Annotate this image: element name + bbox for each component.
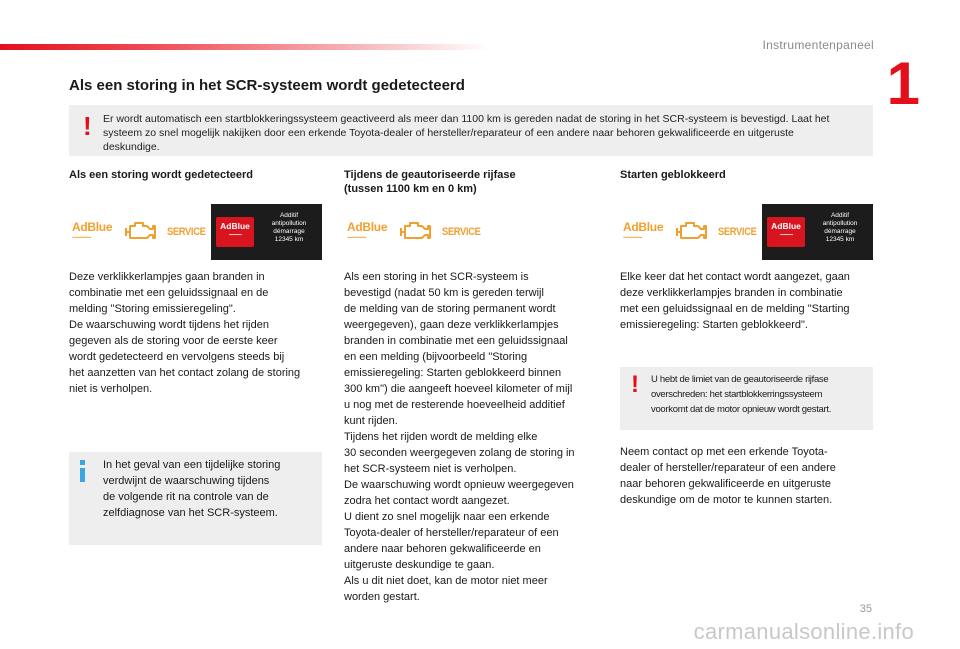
page-title: Als een storing in het SCR-systeem wordt gedetecteerd xyxy=(69,77,465,94)
warning-lamps xyxy=(344,204,606,260)
page-number: 35 xyxy=(859,603,872,615)
service-icon: SERVICE xyxy=(442,226,481,238)
chapter-number: 1 xyxy=(886,50,920,117)
warning-box xyxy=(69,105,873,156)
display-message: Additif antipollution démarrage 12345 km xyxy=(271,212,307,243)
section-name: Instrumentenpaneel xyxy=(762,38,874,52)
adblue-badge: AdBlue ~~~~~ xyxy=(216,217,254,247)
instrument-display xyxy=(762,204,873,260)
warning-lamps xyxy=(620,204,882,260)
engine-icon xyxy=(123,220,159,244)
info-note-box xyxy=(69,452,322,545)
column-authorised-phase xyxy=(344,168,606,605)
header-accent-bar xyxy=(0,44,490,50)
info-icon xyxy=(80,460,85,482)
limit-warning-text: U hebt de limiet van de geautoriseerde rijfase overschreden: het startblokkerringssysteem voorkomt dat de motor opnieuw wordt gestart. xyxy=(651,374,832,415)
adblue-icon: AdBlue ~~~~~ xyxy=(347,220,388,242)
info-note-text: In het geval van een tijdelijke storing verdwijnt de waarschuwing tijdens de volgende rit na controle van de zelfdiagnose van het SCR-systeem. xyxy=(103,459,281,519)
service-icon: SERVICE xyxy=(167,226,206,238)
column-body: Elke keer dat het contact wordt aangezet, gaan deze verklikkerlampjes branden in combinatie met een geluidssignaal en de melding "Starting emissieregeling: Starten geblokkeerd". xyxy=(620,271,850,331)
adblue-icon: AdBlue ~~~~~ xyxy=(623,220,664,242)
warning-icon: ! xyxy=(631,371,639,398)
engine-icon xyxy=(674,220,710,244)
instrument-display xyxy=(211,204,322,260)
warning-text: Er wordt automatisch een startblokkeringssysteem geactiveerd als meer dan 1100 km is gereden nadat de storing in het SCR-systeem is bevestigd. Laat het systeem zo snel mogelijk nakijken door een erkende Toyota-dealer of hersteller/reparateur of een andere naar behoren gekwalificeerde en uitgeruste deskundige. xyxy=(103,113,830,153)
limit-warning-box xyxy=(620,367,873,430)
display-message: Additif antipollution démarrage 12345 km xyxy=(822,212,858,243)
column-body: Deze verklikkerlampjes gaan branden in combinatie met een geluidssignaal en de melding "Storing emissieregeling". De waarschuwing wordt tijdens het rijden gegeven als de storing voor de eerste keer wordt gedetecteerd en vervolgens steeds bij het aanzetten van het contact zolang de storing niet is verholpen. xyxy=(69,271,301,395)
column-start-blocked xyxy=(620,168,882,333)
column-body: Als een storing in het SCR-systeem is bevestigd (nadat 50 km is gereden terwijl de melding van de storing permanent wordt weergegeven), gaan deze verklikkerlampjes branden in combinatie met een geluidssignaal en een melding (bijvoorbeeld "Storing emissieregeling: Starten geblokkeerd binnen 300 km") die aangeeft hoeveel kilometer of mijl u nog met de resterende hoeveelheid additief kunt rijden. Tijdens het rijden wordt de melding elke 30 seconden weergegeven zolang de storing in het SCR-systeem niet is verholpen. De waarschuwing wordt opnieuw weergegeven zodra het contact wordt aangezet. U dient zo snel mogelijk naar een erkende Toyota-dealer of hersteller/reparateur of een andere naar behoren gekwalificeerde en uitgeruste deskundige te gaan. Als u dit niet doet, kan de motor niet meer worden gestart. xyxy=(344,271,575,603)
service-icon: SERVICE xyxy=(718,226,757,238)
watermark: carmanualsonline.info xyxy=(693,619,914,644)
adblue-badge: AdBlue ~~~~~ xyxy=(767,217,805,247)
adblue-icon: AdBlue ~~~~~ xyxy=(72,220,113,242)
column-detected xyxy=(69,168,331,397)
warning-lamps xyxy=(69,204,331,260)
engine-icon xyxy=(398,220,434,244)
column-heading: Starten geblokkeerd xyxy=(620,169,726,181)
column-heading: Tijdens de geautoriseerde rijfase (tussen 1100 km en 0 km) xyxy=(344,169,516,195)
column-heading: Als een storing wordt gedetecteerd xyxy=(69,169,253,181)
contact-dealer-text: Neem contact op met een erkende Toyota- dealer of hersteller/reparateur of een andere naar behoren gekwalificeerde en uitgeruste deskundige om de motor te kunnen starten. xyxy=(620,446,836,506)
warning-icon: ! xyxy=(83,111,92,141)
